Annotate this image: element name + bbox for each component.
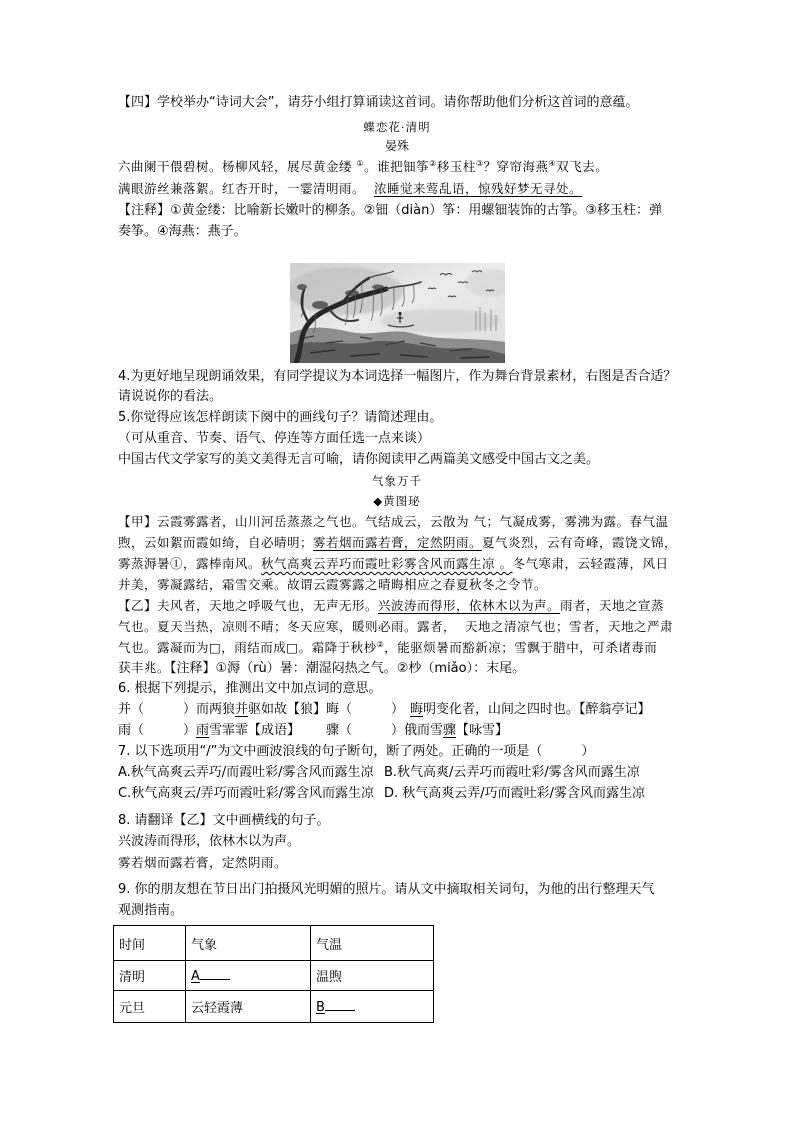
passage-text: 气也。露凝而为□，雨结而成□。霜降于秋杪 [118,640,377,655]
prose-title: 气象万千 [372,474,422,488]
table-header-cell: 时间 [114,926,186,961]
option-b: B.秋气高爽/云弄巧而霞吐彩/雾含风而露生凉 [384,765,640,780]
q6-blank-word: 并（ ） [118,702,197,717]
table-row [114,991,434,1023]
q6-example: 明变化者，山间之四时也。【醉翁亭记】 [423,702,651,717]
question-7-prompt: 7. 以下选项用“/”为文中画波浪线的句子断句，断了两处。正确的一项是（ ） [118,744,595,759]
q6-dotted-word: 雨 [196,723,210,738]
passage-text: 【乙】夫风者，天地之呼吸气也，无声无形。 [118,598,379,613]
passage-text: 冬气寒肃，云轻霞薄，风日 [512,556,669,571]
table-header-cell: 气象 [186,926,311,961]
note-marker: ① [356,159,365,168]
note-marker: ④ [548,159,557,168]
question-7-options-row [118,763,678,783]
passage-text: 夏气炎烈，云有奇峰，霞饶文锦， [482,535,678,550]
q6-item [118,700,326,720]
translation-sentence: 兴波涛而得形，依林木以为声。 [118,834,301,849]
q6-blank-word: 晦（ ） [326,702,405,717]
passage-jia-line: 【甲】云霞雾露者，山川河岳蒸蒸之气也。气结成云，云散为 气；气凝成雾，雾沸为露。春气温 [118,514,669,529]
q6-item [326,700,404,720]
table-row [114,961,434,991]
poem-author: 晏殊 [384,139,409,153]
blank-label: B [316,1000,325,1015]
prose-author: ◆黄图珌 [373,494,421,508]
answer-blank-cell [311,991,434,1023]
table-cell: 清明 [114,961,186,991]
ink-painting-svg [290,263,505,363]
question-6-row [118,721,678,741]
table-cell: 云轻霞薄 [186,991,311,1023]
blank-label: A [191,969,200,984]
poem-note-line: 奏筝。④海燕：燕子。 [118,224,247,239]
ink-painting-image [290,263,505,363]
prose-intro: 中国古代文学家写的美文美得无言可喻，请你阅读甲乙两篇美文感受中国古文之美。 [118,452,600,467]
passage-yi-line [118,596,664,616]
note-marker: ③ [475,159,484,168]
q6-example: 驱如故【狼】 [248,702,327,717]
q6-item-example [410,700,651,720]
question-6-prompt: 6. 根据下列提示，推测出文中加点词的意思。 [118,681,382,696]
poem-text: 六曲阑干偎碧树。杨柳风轻，展尽黄金缕 [118,159,357,174]
table-cell: 温煦 [311,961,434,991]
note-marker: ② [429,159,437,168]
section-intro: 【四】学校举办“诗词大会”，请芬小组打算诵读这首词。请你帮助他们分析这首词的意蕴。 [118,95,639,110]
q6-example: 【咏雪】 [456,723,509,738]
translation-sentence: 雾若烟而露若膏，定然阴雨。 [118,855,288,870]
question-5-line: （可从重音、节奏、语气、停连等方面任选一点来谈） [118,431,431,446]
option-d: D. 秋气高爽云弄/巧而霞吐彩/雾含风而露生凉 [384,786,646,801]
question-7-options-row [118,784,678,804]
question-9-prompt: 观测指南。 [118,903,184,918]
passage-yi-line: 气也。夏天当热，凉则不晴；冬天应寒，暖则必雨。露者， 天地之清凉气也；雪者，天地之严肃 [118,619,673,634]
passage-text: 雾蒸溽暑①，露棒南风。 [118,556,262,571]
answer-blank-line [200,967,230,980]
poem-lower-stanza [118,179,582,199]
q6-example: 雪霏霏【成语】 [209,723,301,738]
poem-underlined-sentence: 浓睡觉来莺乱语，惊残好梦无寻处。 [373,181,582,196]
table-header-cell: 气温 [311,926,434,961]
q6-item [118,721,300,741]
poem-text: ？穿帘海燕 [483,159,549,174]
table-cell: 元旦 [114,991,186,1023]
q6-blank-word: 雨（ ） [118,723,197,738]
wavy-underlined-sentence: 秋气高爽云弄巧而霞吐彩雾含风而露生凉 。 [261,556,513,571]
option-c: C.秋气高爽云/弄巧而霞吐彩/雾含风而露生凉 [118,786,374,801]
poem-title: 蝶恋花·清明 [363,120,431,134]
passage-yi-line [118,638,657,658]
note-marker: ② [376,640,385,649]
answer-blank-cell [186,961,311,991]
q6-example: 而两狼 [196,702,236,717]
weather-guide-table [113,925,434,1023]
poem-text: 双飞去。 [556,159,609,174]
passage-jia-line: 并美，雾凝露结，霜雪交乘。故谓云霞雾露之晴晦相应之春夏秋冬之令节。 [118,577,548,592]
question-5-line: 5.你觉得应该怎样朗读下阕中的画线句子？请简述理由。 [118,410,443,425]
q6-item [326,721,508,741]
passage-note: 【注释】①溽（rù）暑：潮湿闷热之气。②杪（miǎo）：末尾。 [170,661,526,676]
question-9-prompt: 9. 你的朋友想在节日出门拍摄风光明媚的照片。请从文中摘取相关词句，为他的出行整理天气 [118,882,655,897]
poem-note-line: 【注释】①黄金缕：比喻新长嫩叶的柳条。②钿（diàn）筝：用螺钿装饰的古筝。③移玉柱：弹 [118,203,663,218]
option-a: A.秋气高爽云弄巧/而霞吐彩/雾含风而露生凉 [118,765,374,780]
underlined-sentence: 兴波涛而得形，依林木以为声。 [378,598,561,613]
answer-blank-line [325,998,355,1011]
q6-dotted-word: 晦 [410,702,424,717]
table-header-row [114,926,434,961]
question-4-line: 请说说你的看法。 [118,389,223,404]
poem-text: 移玉柱 [436,159,476,174]
passage-text: ，能驱烦暑而豁新凉；雪飘于腊中，可杀诸毒而 [384,640,658,655]
passage-text: 雨者，天地之宣蒸 [560,598,665,613]
underlined-sentence: 雾若烟而露若膏，定然阴雨。 [313,535,483,550]
question-4-line: 4.为更好地呈现朗诵效果，有同学提议为本词选择一幅图片，作为舞台背景素材，右图是否合适？ [118,369,677,384]
passage-jia-line [118,554,669,574]
question-8-prompt: 8. 请翻译【乙】文中画横线的句子。 [118,813,330,828]
q6-dotted-word: 骤 [443,723,457,738]
question-6-row [118,700,678,720]
passage-text: 煦，云如絮而霞如绮，自必晴明； [118,535,314,550]
passage-text: 获丰兆。 [118,660,171,675]
poem-upper-stanza [118,157,608,177]
poem-text: 。谁把钿筝 [364,159,430,174]
q6-example: 俄而雪 [404,723,444,738]
q6-dotted-word: 并 [235,702,249,717]
passage-yi-line [118,658,525,678]
poem-text: 满眼游丝兼落絮。红杏开时，一霎清明雨。 [118,181,366,196]
passage-jia-line [118,533,677,553]
q6-blank-word: 骤（ ） [326,723,405,738]
